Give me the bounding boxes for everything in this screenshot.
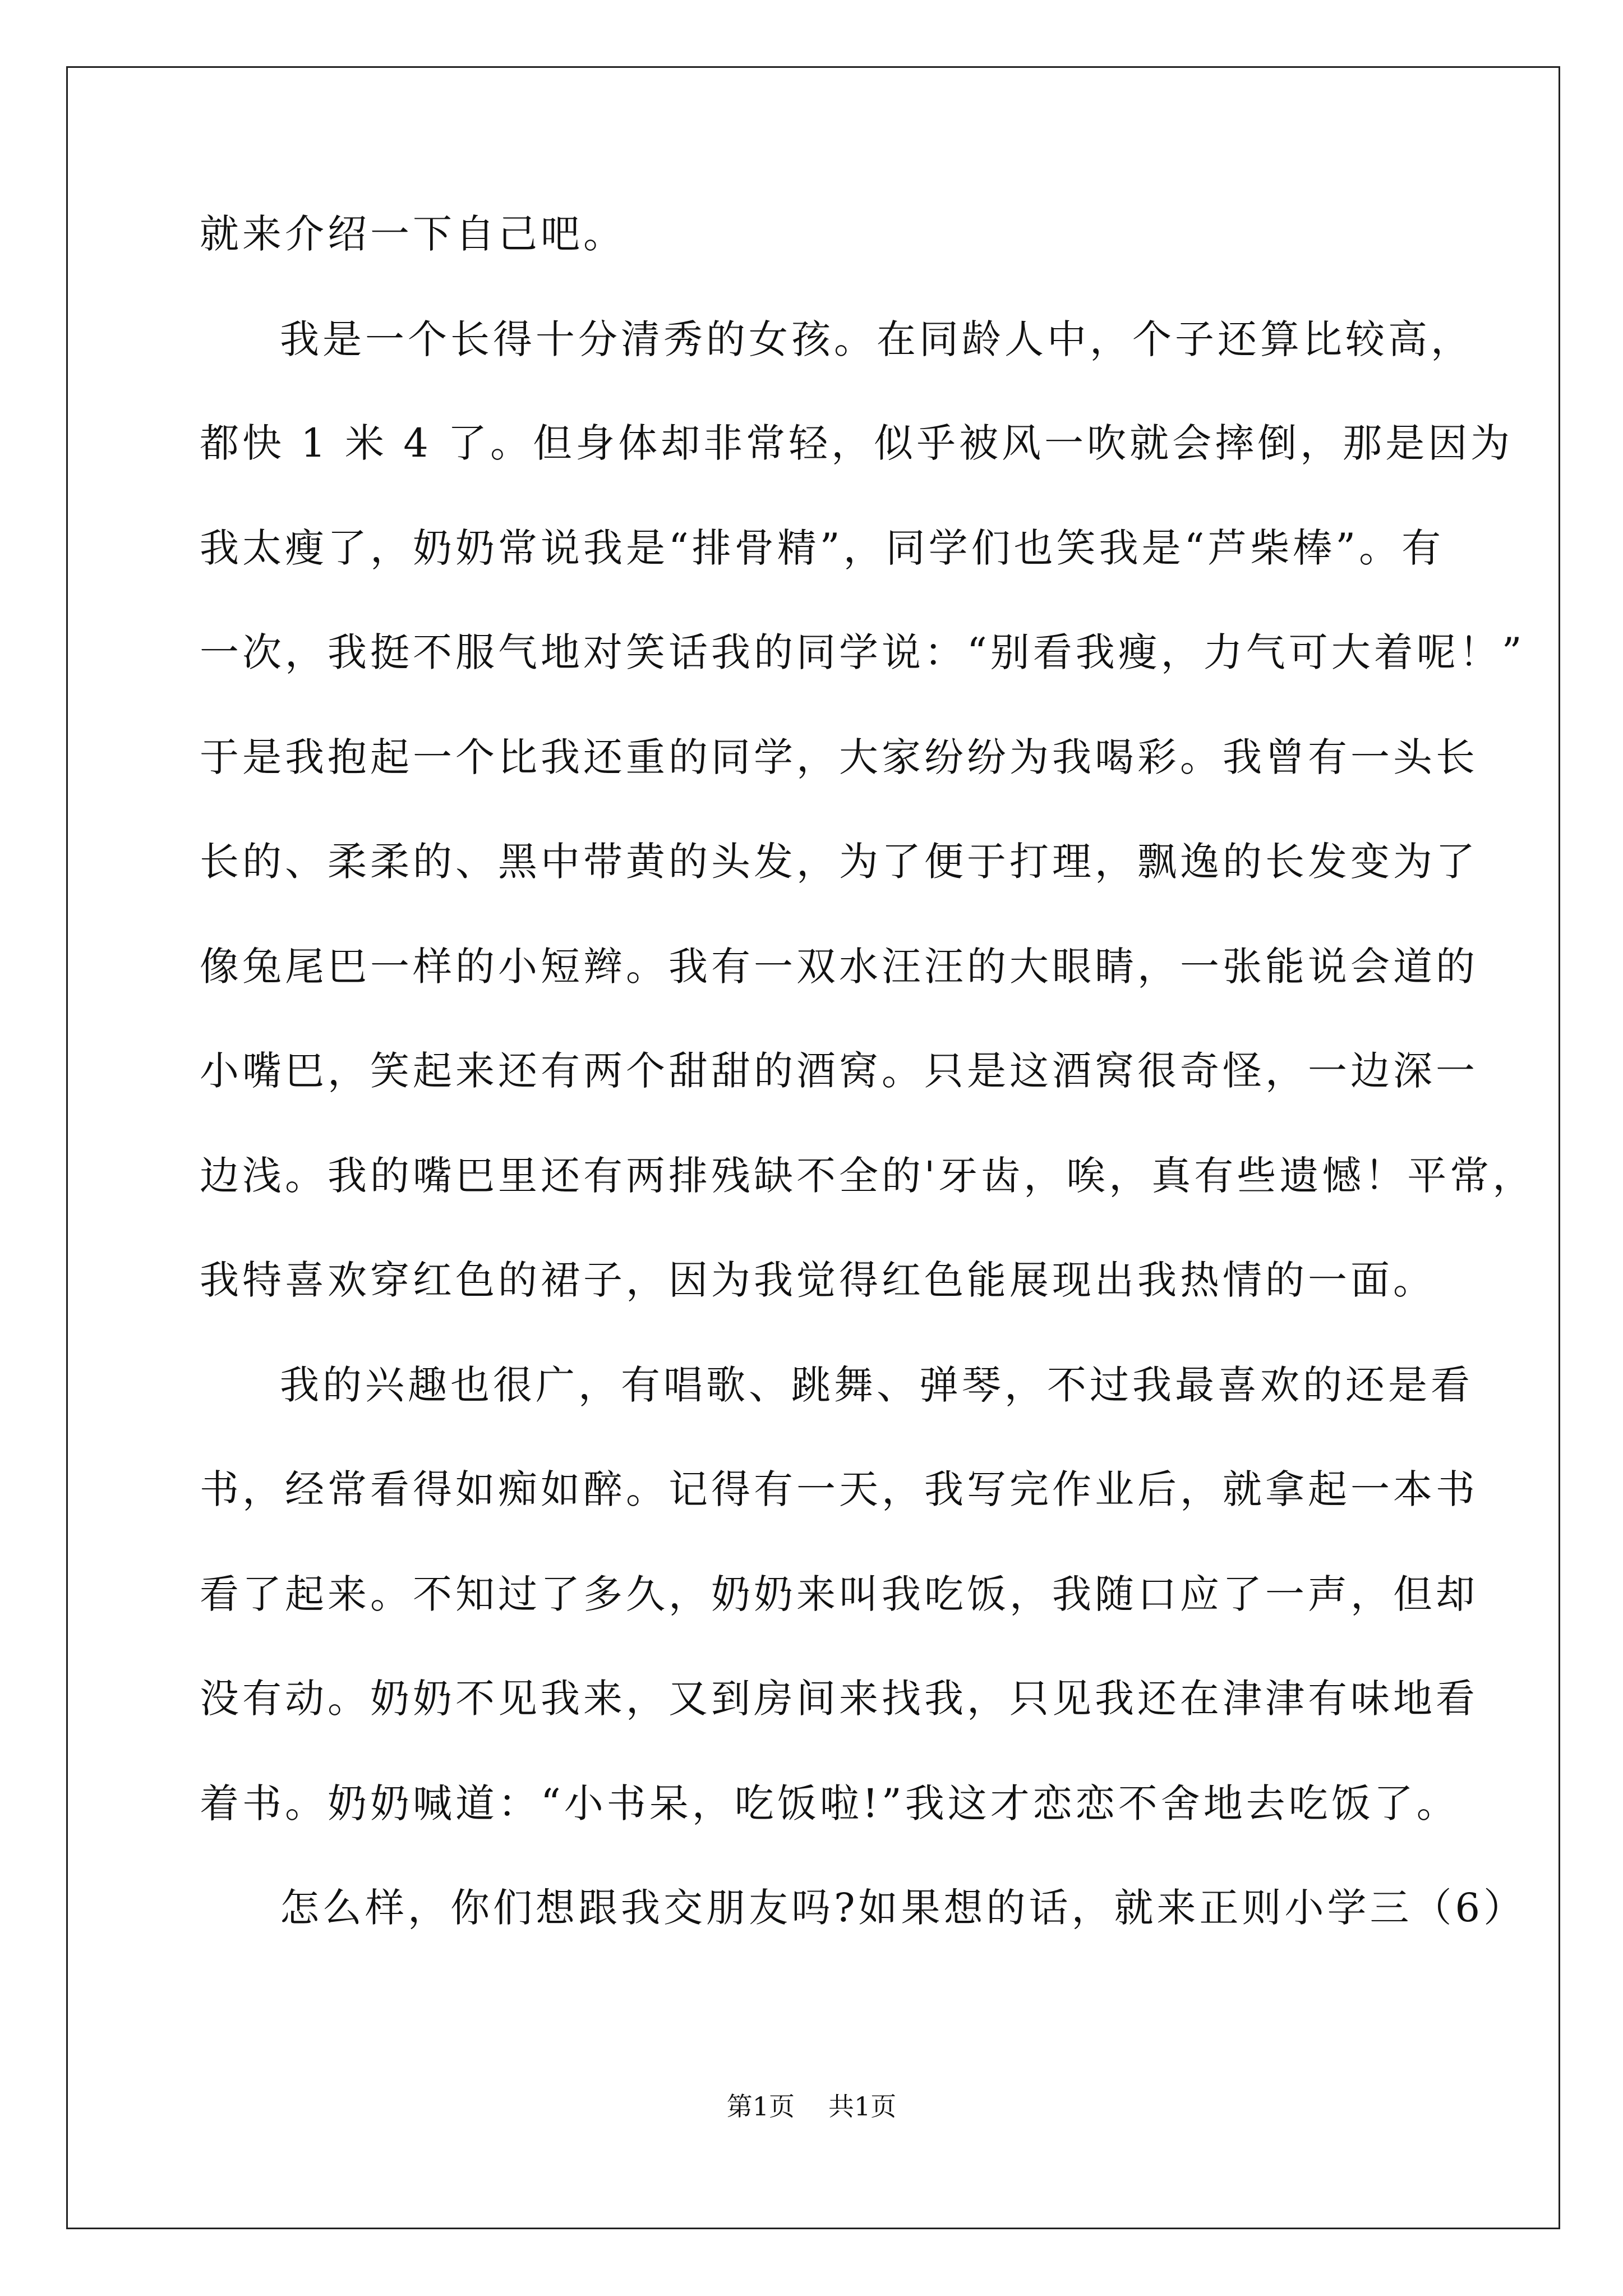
text-line-2: 我是一个长得十分清秀的女孩。在同龄人中，个子还算比较高，	[280, 316, 1473, 362]
text-line-1: 就来介绍一下自己吧。	[200, 211, 626, 257]
text-line-12: 我的兴趣也很广，有唱歌、跳舞、弹琴，不过我最喜欢的还是看	[280, 1362, 1473, 1408]
text-line-3: 都快 1 米 4 了。但身体却非常轻，似乎被风一吹就会摔倒，那是因为	[200, 420, 1514, 466]
text-line-6: 于是我抱起一个比我还重的同学，大家纷纷为我喝彩。我曾有一头长	[200, 734, 1478, 780]
page-total: 共1页	[828, 2091, 897, 2122]
text-line-14: 看了起来。不知过了多久，奶奶来叫我吃饭，我随口应了一声，但却	[200, 1571, 1478, 1617]
text-line-16: 着书。奶奶喊道：“小书呆，吃饭啦!”我这才恋恋不舍地去吃饭了。	[200, 1780, 1459, 1826]
text-line-17: 怎么样，你们想跟我交朋友吗?如果想的话，就来正则小学三（6）	[280, 1885, 1527, 1931]
text-line-4: 我太瘦了，奶奶常说我是“排骨精”，同学们也笑我是“芦柴棒”。有	[200, 525, 1445, 571]
text-line-10: 边浅。我的嘴巴里还有两排残缺不全的'牙齿，唉，真有些遗憾！平常，	[200, 1153, 1536, 1199]
text-line-5: 一次，我挺不服气地对笑话我的同学说：“别看我瘦，力气可大着呢！”	[200, 629, 1525, 675]
text-line-8: 像兔尾巴一样的小短辫。我有一双水汪汪的大眼睛，一张能说会道的	[200, 944, 1478, 990]
text-line-7: 长的、柔柔的、黑中带黄的头发，为了便于打理，飘逸的长发变为了	[200, 839, 1478, 885]
text-line-9: 小嘴巴，笑起来还有两个甜甜的酒窝。只是这酒窝很奇怪，一边深一	[200, 1048, 1478, 1094]
text-line-13: 书，经常看得如痴如醉。记得有一天，我写完作业后，就拿起一本书	[200, 1466, 1478, 1512]
text-line-15: 没有动。奶奶不见我来，又到房间来找我，只见我还在津津有味地看	[200, 1676, 1478, 1722]
page-number: 第1页	[726, 2091, 795, 2122]
page-footer	[0, 2090, 1623, 2123]
text-line-11: 我特喜欢穿红色的裙子，因为我觉得红色能展现出我热情的一面。	[200, 1257, 1436, 1303]
